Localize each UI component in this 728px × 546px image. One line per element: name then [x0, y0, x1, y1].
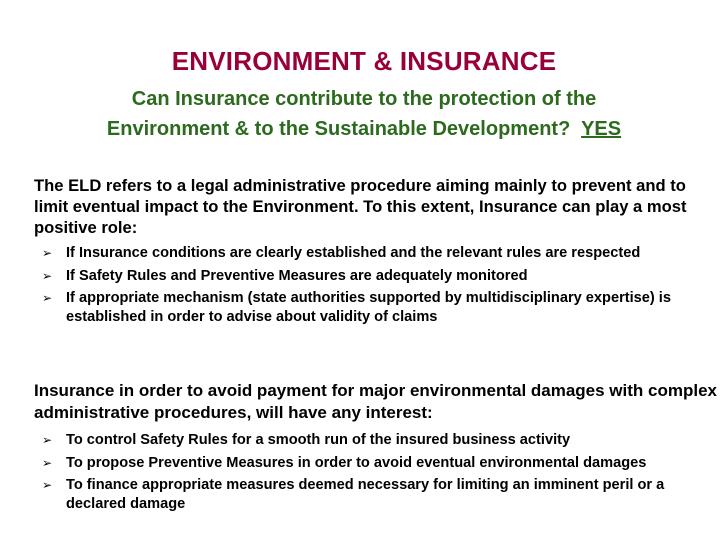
right-arrowhead-icon: ➢ — [42, 455, 53, 470]
list-item — [42, 431, 722, 450]
right-arrowhead-icon: ➢ — [42, 433, 53, 447]
list-item — [42, 476, 722, 513]
section2-bullet-list — [42, 431, 722, 517]
subtitle-line-1: Can Insurance contribute to the protection of the — [131, 88, 597, 110]
section1-intro: The ELD refers to a legal administrative procedure aiming mainly to prevent and to limit eventual impact to the Environment. To this extent, Insurance can play a most positive role: — [34, 176, 687, 237]
subtitle-line-2 — [0, 114, 728, 144]
section1-bullet-list — [42, 244, 722, 330]
bullet-text: To finance appropriate measures deemed necessary for limiting an imminent peril or a declared damage — [66, 477, 665, 512]
list-item — [42, 267, 722, 286]
slide-title: ENVIRONMENT & INSURANCE — [171, 46, 557, 76]
subtitle-answer: YES — [581, 118, 622, 140]
list-item — [42, 244, 722, 263]
right-arrowhead-icon: ➢ — [42, 291, 53, 306]
slide-subtitle — [0, 84, 728, 144]
list-item — [42, 289, 722, 326]
bullet-text: If appropriate mechanism (state authorities supported by multidisciplinary expertise) is established in order to advise about validity of claims — [66, 290, 671, 325]
bullet-text: If Safety Rules and Preventive Measures are adequately monitored — [66, 267, 528, 284]
bullet-text: To control Safety Rules for a smooth run of the insured business activity — [66, 432, 571, 448]
bullet-text: To propose Preventive Measures in order to avoid eventual environmental damages — [66, 454, 647, 471]
section2-intro: Insurance in order to avoid payment for major environmental damages with complex administrative procedures, will have any interest: — [34, 381, 717, 422]
right-arrowhead-icon: ➢ — [42, 268, 53, 283]
right-arrowhead-icon: ➢ — [42, 246, 53, 260]
subtitle-question: Environment & to the Sustainable Development? — [106, 118, 571, 140]
bullet-text: If Insurance conditions are clearly established and the relevant rules are respected — [66, 245, 641, 261]
list-item — [42, 454, 722, 473]
right-arrowhead-icon: ➢ — [42, 478, 53, 493]
